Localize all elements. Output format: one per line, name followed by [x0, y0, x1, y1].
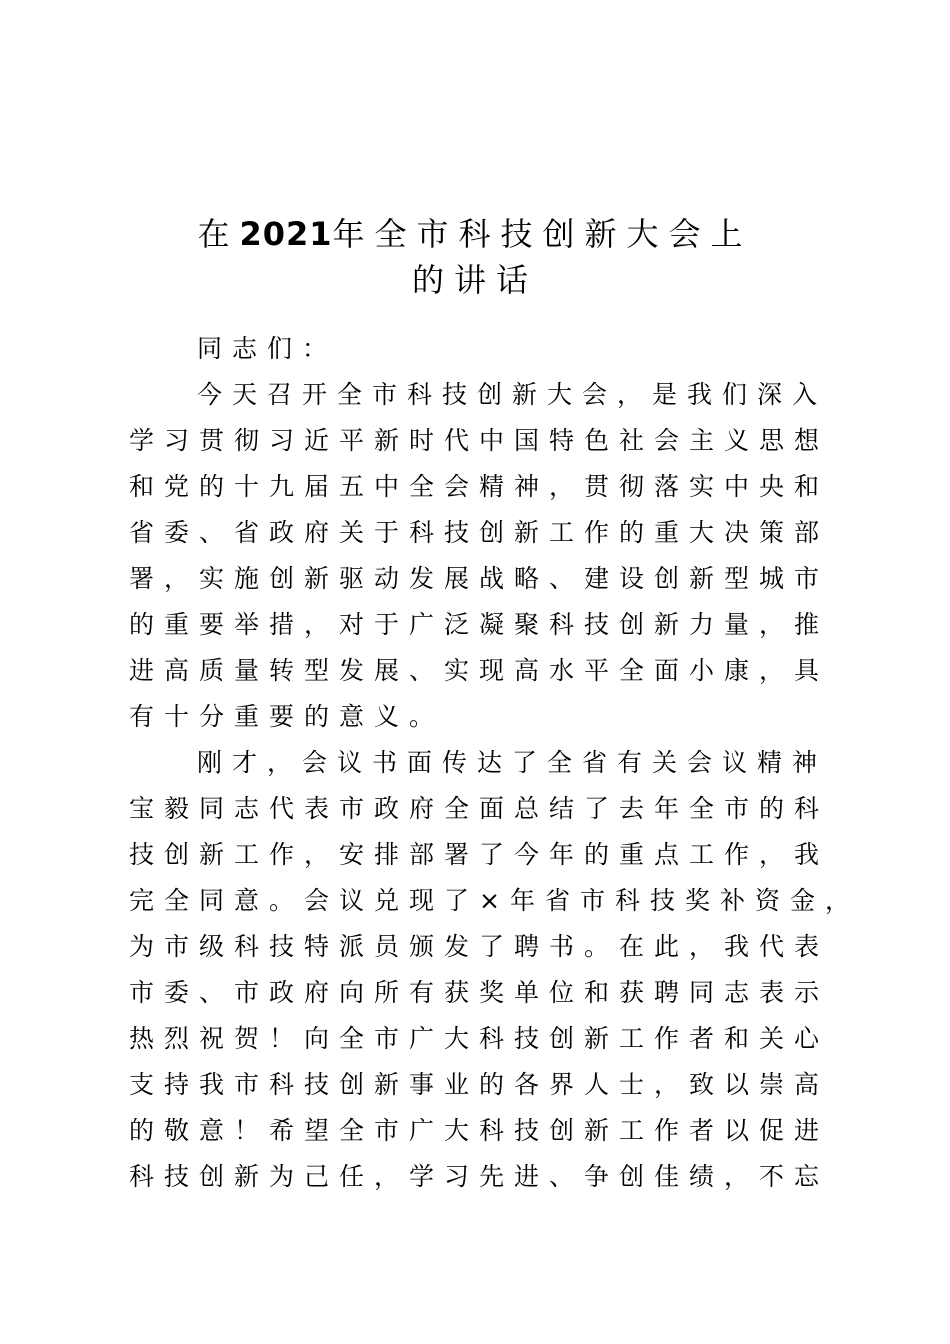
document-title-line-2: 的讲话: [411, 261, 538, 299]
paragraph-2-line-2: 宝毅同志代表市政府全面总结了去年全市的科: [129, 794, 830, 823]
paragraph-2-line-9: 的敬意！希望全市广大科技创新工作者以促进: [129, 1116, 830, 1145]
title-rest: 年全市科技创新大会上: [332, 215, 753, 253]
paragraph-2-line-5: 为市级科技特派员颁发了聘书。在此，我代表: [129, 932, 830, 961]
paragraph-1-line-1: 今天召开全市科技创新大会，是我们深入: [197, 380, 828, 409]
salutation: 同志们：: [197, 334, 338, 363]
paragraph-1-line-4: 省委、省政府关于科技创新工作的重大决策部: [129, 518, 830, 547]
title-prefix: 在: [197, 215, 240, 253]
paragraph-2-line-8: 支持我市科技创新事业的各界人士，致以崇高: [129, 1070, 830, 1099]
paragraph-2-line-4: 完全同意。会议兑现了×年省市科技奖补资金，: [129, 886, 860, 915]
paragraph-1-line-5: 署，实施创新驱动发展战略、建设创新型城市: [129, 564, 830, 593]
paragraph-1-line-3: 和党的十九届五中全会精神，贯彻落实中央和: [129, 472, 830, 501]
paragraph-1-line-2: 学习贯彻习近平新时代中国特色社会主义思想: [129, 426, 830, 455]
paragraph-1-line-7: 进高质量转型发展、实现高水平全面小康，具: [129, 656, 830, 685]
paragraph-2-line-7: 热烈祝贺！向全市广大科技创新工作者和关心: [129, 1024, 830, 1053]
paragraph-1-line-6: 的重要举措，对于广泛凝聚科技创新力量，推: [129, 610, 830, 639]
paragraph-2-line-1: 刚才，会议书面传达了全省有关会议精神: [197, 748, 828, 777]
document-title-line-1: [0, 212, 950, 256]
paragraph-2-line-10: 科技创新为己任，学习先进、争创佳绩，不忘: [129, 1162, 830, 1191]
paragraph-2-line-6: 市委、市政府向所有获奖单位和获聘同志表示: [129, 978, 830, 1007]
paragraph-2-line-3: 技创新工作，安排部署了今年的重点工作，我: [129, 840, 830, 869]
title-year: 2021: [239, 215, 333, 253]
paragraph-1-line-8: 有十分重要的意义。: [129, 702, 445, 731]
